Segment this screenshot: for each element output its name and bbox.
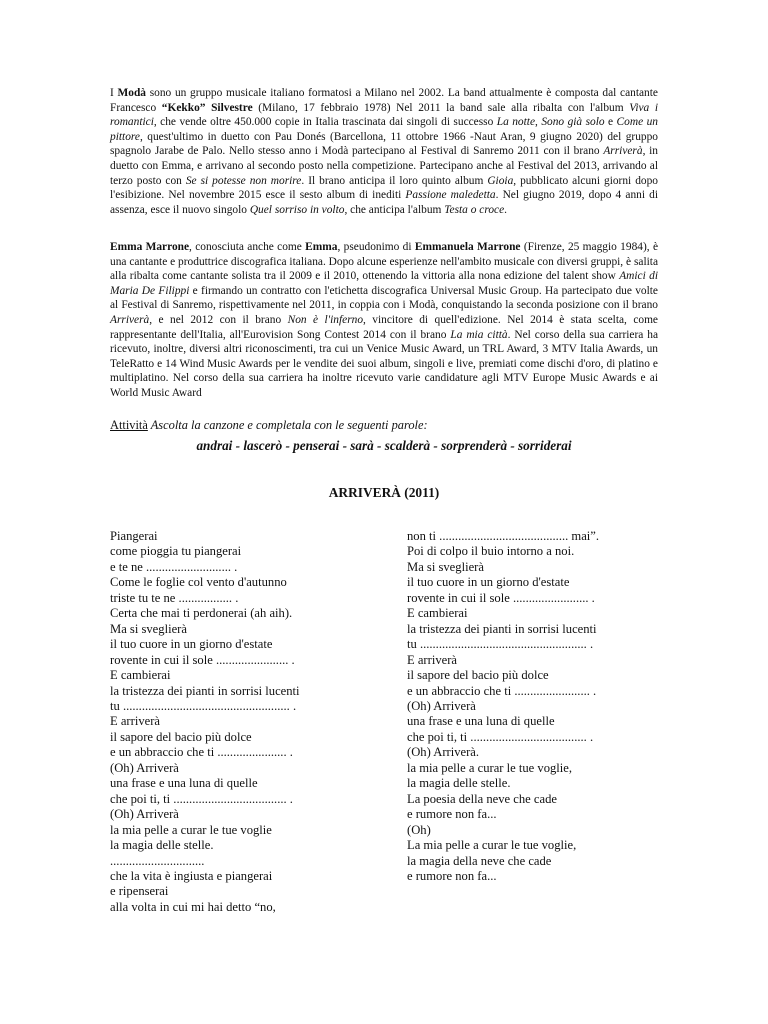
text-run: Sono già solo	[541, 116, 605, 129]
lyric-line: Ma si sveglierà	[407, 559, 484, 574]
text-run: Arriverà	[603, 145, 643, 158]
text-run: Amici di Maria De Filippi	[110, 270, 658, 297]
lyrics-column-left	[110, 529, 390, 915]
lyrics-column-right	[407, 529, 667, 884]
lyric-line: come pioggia tu piangerai	[110, 544, 242, 559]
text-run: Quel sorriso in volto	[249, 203, 345, 216]
lyric-line: E cambierai	[407, 606, 468, 621]
lyric-line: E arriverà	[110, 714, 160, 729]
text-run: , vincitore di quell'edizione. Nel 2014 è stata scelta, come rappresentante dell'Italia, all'Eurovision Song Contest 2014 con il brano	[110, 313, 658, 341]
lyric-line: tu ..................................................... .	[407, 637, 594, 652]
text-run: Testa o croce	[444, 203, 505, 216]
text-run: (Milano, 17 febbraio 1978) Nel 2011 la band sale alla ribalta con l'album	[252, 101, 630, 114]
text-run: La notte	[496, 116, 536, 129]
lyric-line: (Oh) Arriverà	[110, 760, 179, 775]
lyric-line: La poesia della neve che cade	[407, 791, 557, 806]
text-run: e	[604, 116, 617, 129]
lyric-line: che poi ti, ti ..................................... .	[407, 729, 594, 744]
text-run: “Kekko” Silvestre	[161, 101, 253, 114]
text-run: Emma Marrone	[110, 241, 190, 253]
text-run: , quest'ultimo in duetto con Pau Donés (Barcellona, 11 ottobre 1966 -Naut Aran, 9 giugno 2020) del gruppo spagnolo Jarabe de Palo. Nello stesso anno i Modà partecipano al Festival di Sanremo 2011 con il brano	[110, 130, 658, 158]
activity-label: Attività	[110, 418, 148, 432]
lyric-line: Certa che mai ti perdonerai (ah aih).	[110, 606, 293, 621]
lyric-line: rovente in cui il sole ........................ .	[407, 590, 595, 605]
lyric-line: Piangerai	[110, 529, 158, 543]
lyric-line: non ti ......................................... mai”.	[407, 529, 600, 543]
lyric-line: rovente in cui il sole ....................... .	[110, 652, 295, 667]
text-run: (Firenze, 25 maggio 1984), è una cantante e produttrice discografica italiana. Dopo alcune esperienze nell'ambito musicale con diversi gruppi, è salita alla ribalta come cantante solista tra il 2009 e il 2010, ottenendo la vittoria alla nona edizione del talent show	[110, 241, 658, 283]
text-run: Viva i romantici	[110, 101, 659, 129]
text-run: ,	[535, 116, 542, 129]
text-run: . Nel giugno 2019, dopo 4 anni di assenza, esce il nuovo singolo	[110, 189, 658, 216]
text-run: Emmanuela Marrone	[414, 241, 521, 253]
emma-paragraph	[110, 240, 658, 401]
text-run: , conosciuta anche come	[189, 241, 306, 253]
text-run: , che anticipa l'album	[344, 203, 445, 216]
lyric-line: triste tu te ne ................. .	[110, 590, 239, 605]
lyric-line: la magia delle stelle.	[407, 776, 511, 791]
lyric-line: (Oh)	[407, 822, 431, 837]
lyric-line: e un abbraccio che ti ........................ .	[407, 683, 597, 698]
lyric-line: che poi ti, ti .................................... .	[110, 791, 293, 806]
lyric-line: la magia delle stelle.	[110, 838, 214, 853]
text-run: Come un pittore	[110, 116, 658, 143]
lyric-line: alla volta in cui mi hai detto “no,	[110, 899, 276, 914]
text-run: , pseudonimo di	[337, 241, 415, 253]
lyric-line: e rumore non fa...	[407, 807, 497, 822]
lyric-line: il sapore del bacio più dolce	[110, 729, 252, 744]
text-run: , pubblicato alcuni giorni dopo l'esibizione. Nel novembre 2015 esce il sesto album di inediti	[110, 174, 658, 202]
lyric-line: una frase e una luna di quelle	[407, 714, 555, 729]
text-run: e firmando un contratto con l'etichetta discografica Universal Music Group. Ha partecipato due volte al Festival di Sanremo, rispettivamente nel 2011, in coppia con i Modà, conquistando la seconda posizione con il brano	[110, 284, 658, 312]
lyric-line: E arriverà	[407, 652, 457, 667]
text-run: La mia città	[450, 328, 508, 341]
text-run: Passione maledetta	[405, 189, 496, 202]
text-run: I	[110, 87, 118, 99]
song-title: ARRIVERÀ (2011)	[328, 485, 440, 500]
lyric-line: Come le foglie col vento d'autunno	[110, 575, 287, 590]
activity-text: Ascolta la canzone e completala con le seguenti parole:	[147, 418, 428, 432]
lyric-line: E cambierai	[110, 668, 171, 683]
lyric-line: che la vita è ingiusta e piangerai	[110, 868, 273, 883]
text-run: . Il brano anticipa il loro quinto album	[301, 174, 488, 187]
text-run: Se si potesse non morire	[185, 174, 302, 187]
text-run: , e nel 2012 con il brano	[149, 313, 288, 326]
text-run: , in duetto con Emma, e arrivano al secondo posto nella competizione. Partecipano anche al Festival del 2013, arrivando al terzo posto con	[110, 145, 658, 187]
text-run: .	[504, 203, 507, 216]
text-run: Non è l'inferno	[287, 313, 364, 326]
lyric-line: La mia pelle a curar le tue voglie,	[407, 838, 577, 853]
word-bank: andrai - lascerò - penserai - sarà - scalderà - sorprenderà - sorriderai	[196, 438, 572, 453]
lyric-line: ..............................	[110, 853, 205, 868]
text-run: , che vende oltre 450.000 copie in Italia trascinata dai singoli di successo	[153, 116, 497, 129]
lyric-line: e un abbraccio che ti ...................... .	[110, 745, 293, 760]
text-run: Gioia	[487, 174, 514, 187]
lyric-line: tu ..................................................... .	[110, 698, 297, 713]
activity-instruction	[110, 418, 658, 433]
lyric-line: (Oh) Arriverà.	[407, 745, 480, 760]
lyric-line: e ripenserai	[110, 884, 169, 899]
lyric-line: (Oh) Arriverà	[407, 698, 476, 713]
lyric-line: e rumore non fa...	[407, 868, 497, 883]
text-run: Arriverà	[110, 313, 150, 326]
lyric-line: Ma si sveglierà	[110, 621, 187, 636]
lyric-line: la tristezza dei pianti in sorrisi lucenti	[110, 683, 300, 698]
lyric-line: la tristezza dei pianti in sorrisi lucenti	[407, 621, 597, 636]
text-run: Modà	[117, 87, 146, 99]
lyric-line: il tuo cuore in un giorno d'estate	[110, 637, 273, 652]
text-run: sono un gruppo musicale italiano formatosi a Milano nel 2002. La band attualmente è composta dal cantante Francesco	[110, 87, 658, 114]
text-run: Emma	[305, 241, 338, 253]
lyric-line: il sapore del bacio più dolce	[407, 668, 549, 683]
text-run: . Nel corso della sua carriera ha ricevuto, inoltre, diversi altri riconoscimenti, tra cui un Venice Music Award, un TRL Award, 3 MTV Italia Awards, un TeleRatto e 14 Wind Music Awards per le vendite dei suoi album, singoli e live, premiati come dischi d'oro, di platino e multiplatino. Nel corso della sua carriera ha inoltre ricevuto varie candidature agli MTV Europe Music Awards e ai World Music Award	[110, 328, 659, 399]
lyric-line: Poi di colpo il buio intorno a noi.	[407, 544, 575, 559]
lyric-line: e te ne ........................... .	[110, 559, 238, 574]
lyric-line: (Oh) Arriverà	[110, 807, 179, 822]
lyric-line: il tuo cuore in un giorno d'estate	[407, 575, 570, 590]
lyric-line: una frase e una luna di quelle	[110, 776, 258, 791]
moda-paragraph	[110, 86, 658, 217]
lyric-line: la mia pelle a curar le tue voglie	[110, 822, 272, 837]
lyric-line: la mia pelle a curar le tue voglie,	[407, 760, 573, 775]
lyric-line: la magia della neve che cade	[407, 853, 552, 868]
